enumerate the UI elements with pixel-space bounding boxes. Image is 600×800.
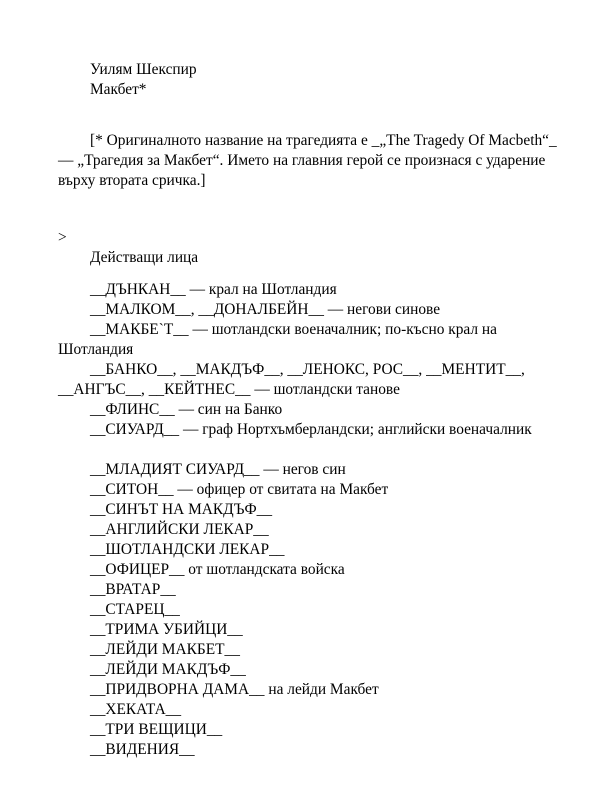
cast-entry: __СИТОН__ — офицер от свитата на Макбет: [90, 481, 389, 498]
cast-entry: __СТАРЕЦ__: [90, 601, 180, 618]
cast-entry: __СИНЪТ НА МАКДЪФ__: [90, 501, 273, 518]
section-separator: >: [58, 229, 67, 246]
cast-entry: __БАНКО__, __МАКДЪФ__, __ЛЕНОКС, РОС__, __МЕНТИТ__, __АНГЪС__, __КЕЙТНЕС__ — шотландски танове: [58, 361, 525, 398]
cast-entry: __МАЛКОМ__, __ДОНАЛБЕЙН__ — негови синове: [90, 301, 441, 318]
cast-entry: __СИУАРД__ — граф Нортхъмберландски; английски военачалник: [90, 421, 532, 438]
cast-entry: __ДЪНКАН__ — крал на Шотландия: [90, 281, 337, 298]
cast-entry: __ВРАТАР__: [90, 581, 176, 598]
cast-entry: __МЛАДИЯТ СИУАРД__ — негов син: [90, 461, 346, 478]
play-title: Макбет*: [90, 81, 147, 98]
cast-entry: __АНГЛИЙСКИ ЛЕКАР__: [90, 521, 269, 538]
cast-heading: Действащи лица: [90, 249, 199, 266]
cast-entry: __ОФИЦЕР__ от шотландската войска: [90, 561, 345, 578]
title-footnote: [* Оригиналното название на трагедията е _„The Tragedy Of Macbeth“_ — „Трагедия за Макбет“. Името на главния герой се произнася с ударение върху втората сричка.]: [58, 132, 557, 189]
cast-entry: __МАКБЕ`Т__ — шотландски военачалник; по-късно крал на Шотландия: [58, 321, 497, 358]
author-name: Уилям Шекспир: [90, 61, 197, 78]
cast-entry: __ХЕКАТА__: [90, 701, 182, 718]
cast-entry: __ВИДЕНИЯ__: [90, 741, 195, 758]
cast-entry: __ШОТЛАНДСКИ ЛЕКАР__: [90, 541, 285, 558]
cast-entry: __ПРИДВОРНА ДАМА__ на лейди Макбет: [90, 681, 379, 698]
cast-entry: __ТРИ ВЕЩИЦИ__: [90, 721, 223, 738]
cast-entry: __ЛЕЙДИ МАКБЕТ__: [90, 641, 240, 658]
cast-entry: __ЛЕЙДИ МАКДЪФ__: [90, 661, 246, 678]
cast-entry: __ТРИМА УБИЙЦИ__: [90, 621, 243, 638]
cast-entry: __ФЛИНС__ — син на Банко: [90, 401, 283, 418]
